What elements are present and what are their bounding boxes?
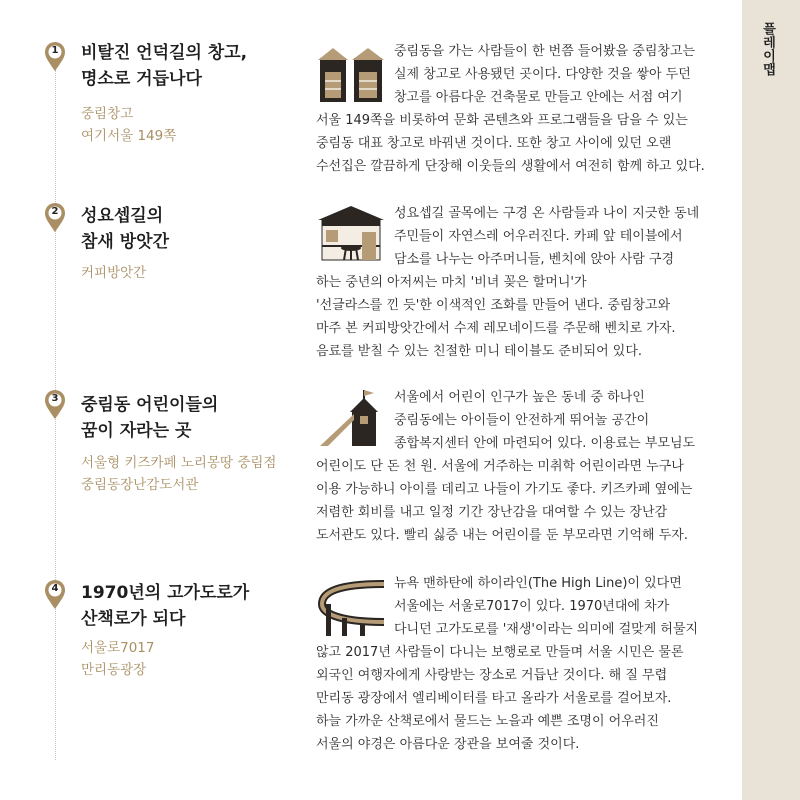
section-4-places: 서울로7017 만리동광장 (81, 640, 155, 678)
section-2-body: 성요셉길 골목에는 구경 온 사람들과 나이 지긋한 동네 주민들이 자연스레 어우러진다. 카페 앞 테이블에서 담소를 나누는 아주머니들, 벤치에 앉아 사람 구경 하는 중년의 아저씨는 마치 '비녀 꽂은 할머니'가 '선글라스를 낀 듯'한 이색적인 조화를 만들어 낸다. 중림창고와 마주 본 커피방앗간에서 수제 레모네이드를 주문해 벤치로 가자. 음료를 받칠 수 있는 친절한 미니 테이블도 준비되어 있다. (316, 206, 700, 359)
section-4-pin-icon (44, 580, 66, 610)
section-2-number: 2 (51, 206, 59, 217)
section-1-body: 중림동을 가는 사람들이 한 번쯤 들어봤을 중림창고는 실제 창고로 사용됐던 곳이다. 다양한 것을 쌓아 두던 창고를 아름다운 건축물로 만들고 안에는 서점 여기 서울 149쪽을 비롯하여 문화 콘텐츠와 프로그램들을 담을 수 있는 중림동 대표 창고로 바꿔낸 것이다. 또한 창고 사이에 있던 오랜 수선집은 깔끔하게 단장해 이웃들의 생활에서 여전히 함께 하고 있다. (316, 44, 705, 174)
section-3-body: 서울에서 어린이 인구가 높은 동네 중 하나인 중림동에는 아이들이 안전하게 뛰어놀 공간이 종합복지센터 안에 마련되어 있다. 이용료는 부모님도 어린이도 단 돈 천 원. 서울에 거주하는 미취학 어린이라면 누구나 이용 가능하니 아이를 데리고 나들이 가기도 좋다. 키즈카페 옆에는 저렴한 회비를 내고 일정 기간 장난감을 대여할 수 있는 장난감 도서관도 있다. 빨리 싫증 내는 어린이를 둔 부모라면 기억해 두자. (316, 390, 696, 543)
section-1-pin-icon (44, 42, 66, 72)
section-2-title: 성요셉길의 참새 방앗간 (81, 206, 170, 252)
section-3-pin-icon (44, 390, 66, 420)
section-2-pin-icon (44, 203, 66, 233)
section-3-title: 중림동 어린이들의 꿈이 자라는 곳 (81, 395, 219, 441)
section-1-title: 비탈진 언덕길의 창고, 명소로 거듭나다 (81, 43, 248, 89)
section-3-number: 3 (51, 393, 59, 404)
section-3-places: 서울형 키즈카페 노리몽땅 중림점 중림동장난감도서관 (81, 455, 277, 493)
section-2-places: 커피방앗간 (81, 265, 147, 281)
section-1-number: 1 (51, 45, 59, 56)
section-4-body: 뉴욕 맨하탄에 하이라인(The High Line)이 있다면 서울에는 서울로7017이 있다. 1970년대에 차가 다니던 고가도로를 '재생'이라는 의미에 걸맞게 허물지 않고 2017년 사람들이 다니는 보행로로 만들며 서울 시민은 물론 외국인 여행자에게 사랑받는 장소로 거듭난 것이다. 해 질 무렵 만리동 광장에서 엘리베이터를 타고 올라가 서울로를 걸어보자. 하늘 가까운 산책로에서 물드는 노을과 예쁜 조명이 어우러진 서울의 야경은 아름다운 장관을 보여줄 것이다. (316, 576, 699, 752)
side-panel-label: 플레이맵 (760, 22, 775, 76)
side-panel (742, 0, 800, 800)
section-4-title: 1970년의 고가도로가 산책로가 되다 (81, 583, 250, 629)
section-1-places: 중림창고 여기서울 149쪽 (81, 106, 177, 144)
section-4-number: 4 (51, 583, 59, 594)
